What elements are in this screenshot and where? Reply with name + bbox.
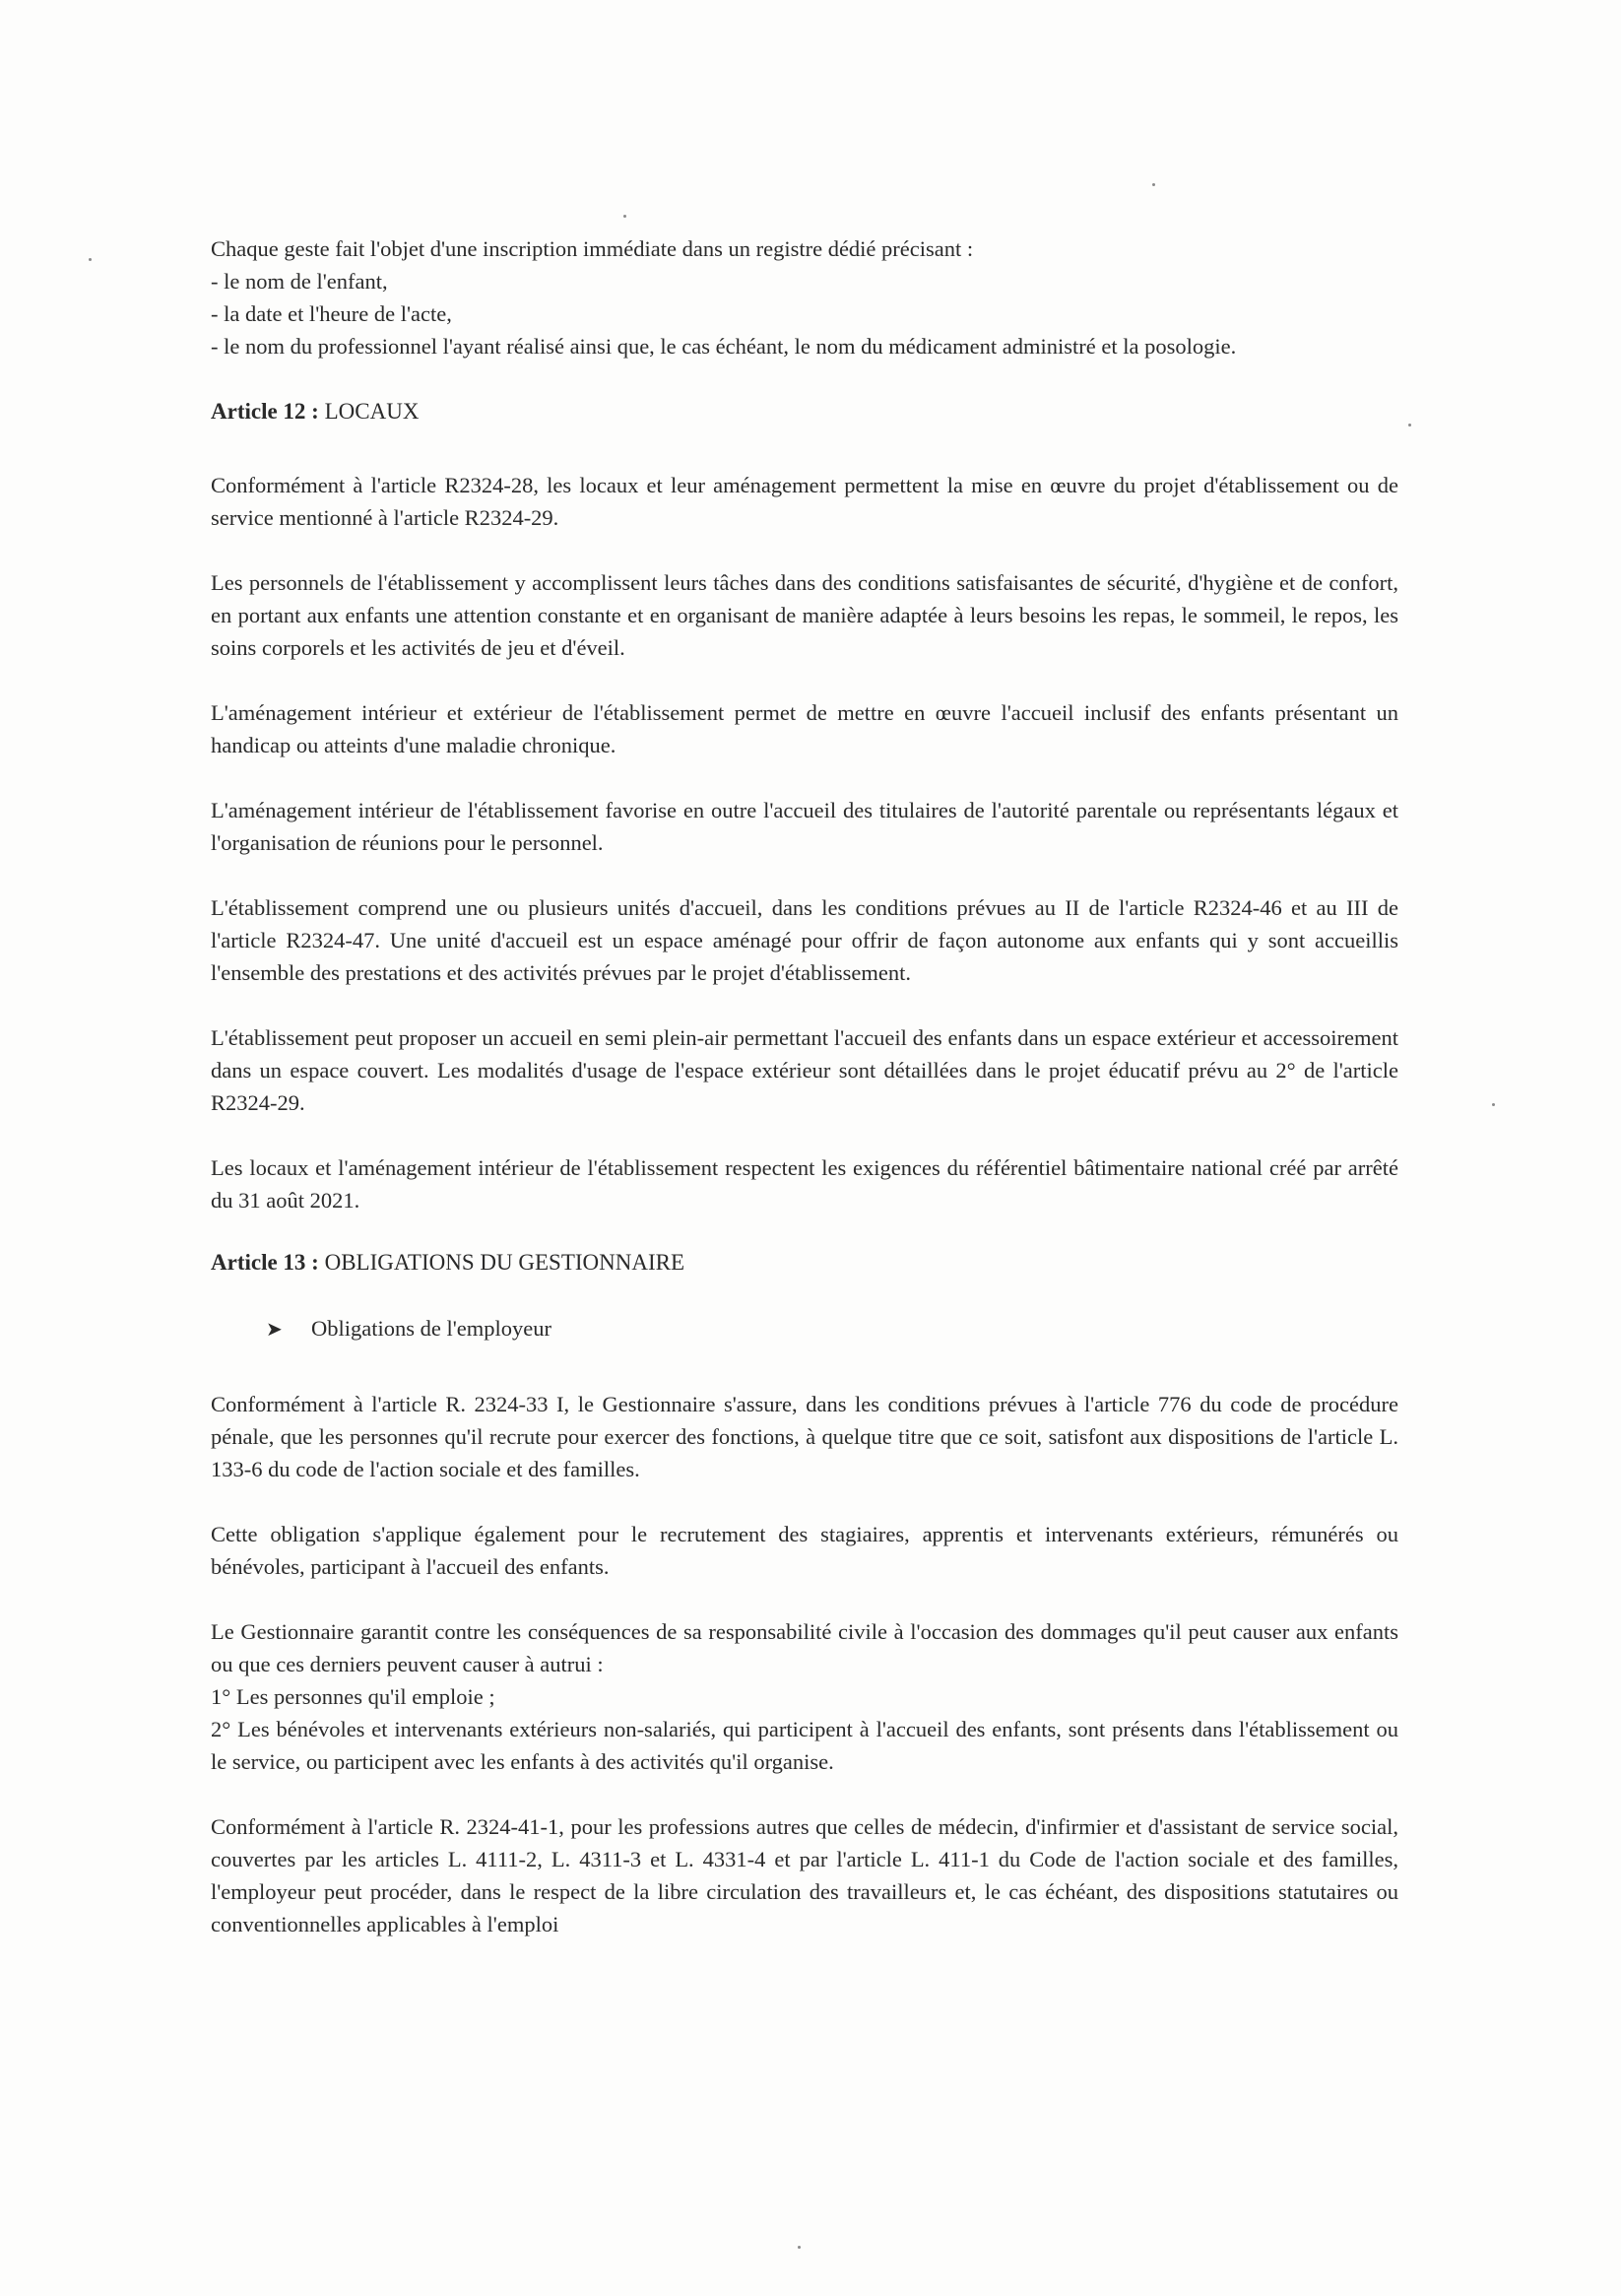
register-section <box>211 232 1398 362</box>
liability-item: 1° Les personnes qu'il emploie ; <box>211 1684 495 1709</box>
article-12-paragraph: L'aménagement intérieur et extérieur de l'établissement permet de mettre en œuvre l'accueil inclusif des enfants présentant un handicap ou atteints d'une maladie chronique. <box>211 700 1398 757</box>
register-item: - la date et l'heure de l'acte, <box>211 301 452 326</box>
article-12-heading <box>211 395 1398 427</box>
scan-speck <box>623 215 626 218</box>
article-12-title: LOCAUX <box>324 399 420 424</box>
register-lead: Chaque geste fait l'objet d'une inscription immédiate dans un registre dédié précisant : <box>211 236 974 261</box>
article-13-heading <box>211 1246 1398 1279</box>
scan-speck <box>1492 1103 1495 1106</box>
article-12-paragraph: L'aménagement intérieur de l'établissement favorise en outre l'accueil des titulaires de l'autorité parentale ou représentants légaux et l'organisation de réunions pour le personnel. <box>211 798 1398 855</box>
article-13-paragraph: Conformément à l'article R. 2324-33 I, le Gestionnaire s'assure, dans les conditions prévues à l'article 776 du code de procédure pénale, que les personnes qu'il recrute pour exercer des fonctions, à quelque titre que ce soit, satisfont aux dispositions de l'article L. 133-6 du code de l'action sociale et des familles. <box>211 1392 1398 1481</box>
article-13-title: OBLIGATIONS DU GESTIONNAIRE <box>324 1250 685 1275</box>
register-item: - le nom de l'enfant, <box>211 269 388 294</box>
document-page <box>211 232 1398 1940</box>
article-12-paragraph: Les locaux et l'aménagement intérieur de l'établissement respectent les exigences du référentiel bâtimentaire national créé par arrêté du 31 août 2021. <box>211 1155 1398 1213</box>
article-13-paragraph: Cette obligation s'applique également pour le recrutement des stagiaires, apprentis et intervenants extérieurs, rémunérés ou bénévoles, participant à l'accueil des enfants. <box>211 1522 1398 1579</box>
scan-speck <box>89 258 92 261</box>
article-12-paragraph: Conformément à l'article R2324-28, les locaux et leur aménagement permettent la mise en œuvre du projet d'établissement ou de service mentionné à l'article R2324-29. <box>211 473 1398 530</box>
scan-speck <box>1408 424 1411 426</box>
liability-item: 2° Les bénévoles et intervenants extérieurs non-salariés, qui participent à l'accueil des enfants, sont présents dans l'établissement ou le service, ou participent avec les enfants à des activités qu'il organise. <box>211 1717 1398 1774</box>
article-13-number: Article 13 : <box>211 1250 319 1275</box>
article-12-paragraph: Les personnels de l'établissement y accomplissent leurs tâches dans des conditions satisfaisantes de sécurité, d'hygiène et de confort, en portant aux enfants une attention constante et en organisant de manière adaptée à leurs besoins les repas, le sommeil, le repos, les soins corporels et les activités de jeu et d'éveil. <box>211 570 1398 660</box>
liability-section <box>211 1615 1398 1778</box>
subheading-label: Obligations de l'employeur <box>311 1316 552 1341</box>
arrowhead-bullet-icon: ➤ <box>266 1319 283 1341</box>
article-12-paragraph: L'établissement peut proposer un accueil en semi plein-air permettant l'accueil des enfants dans un espace extérieur et accessoirement dans un espace couvert. Les modalités d'usage de l'espace extérieur sont détaillées dans le projet éducatif prévu au 2° de l'article R2324-29. <box>211 1025 1398 1115</box>
article-12-number: Article 12 : <box>211 399 319 424</box>
liability-lead: Le Gestionnaire garantit contre les conséquences de sa responsabilité civile à l'occasion des dommages qu'il peut causer aux enfants ou que ces derniers peuvent causer à autrui : <box>211 1619 1398 1676</box>
article-12-paragraph: L'établissement comprend une ou plusieurs unités d'accueil, dans les conditions prévues au II de l'article R2324-46 et au III de l'article R2324-47. Une unité d'accueil est un espace aménagé pour offrir de façon autonome aux enfants qui y sont accueillis l'ensemble des prestations et des activités prévues par le projet d'établissement. <box>211 895 1398 985</box>
register-item: - le nom du professionnel l'ayant réalisé ainsi que, le cas échéant, le nom du médicament administré et la posologie. <box>211 334 1237 359</box>
scan-speck <box>798 2246 801 2249</box>
employer-obligations-subheading <box>266 1312 1398 1346</box>
scan-speck <box>1152 183 1155 186</box>
article-13-closing-paragraph: Conformément à l'article R. 2324-41-1, pour les professions autres que celles de médecin, d'infirmier et d'assistant de service social, couvertes par les articles L. 4111-2, L. 4311-3 et L. 4331-4 et par l'article L. 411-1 du Code de l'action sociale et des familles, l'employeur peut procéder, dans le respect de la libre circulation des travailleurs et, le cas échéant, des dispositions statutaires ou conventionnelles applicables à l'emploi <box>211 1814 1398 1936</box>
